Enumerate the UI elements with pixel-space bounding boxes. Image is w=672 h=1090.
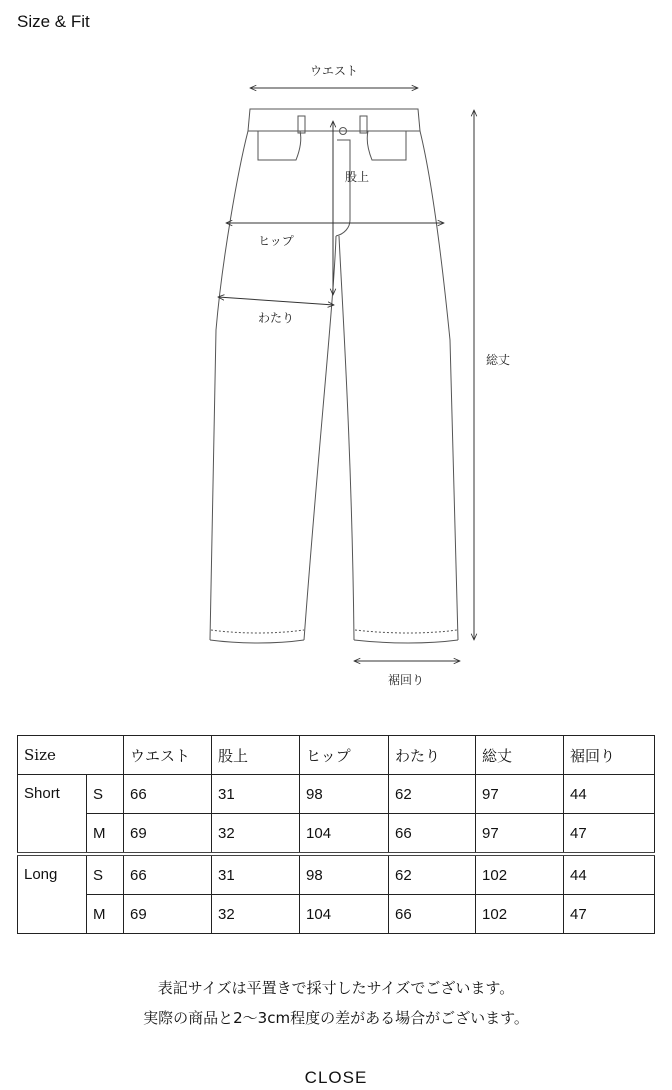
hip-cell: 104	[300, 895, 389, 934]
label-length: 総丈	[485, 353, 511, 367]
hem-cell: 47	[564, 814, 655, 855]
thigh-cell: 62	[389, 854, 476, 895]
pants-outline	[210, 109, 458, 643]
rise-cell: 32	[212, 895, 300, 934]
waist-cell: 69	[124, 895, 212, 934]
waist-cell: 69	[124, 814, 212, 855]
waist-cell: 66	[124, 854, 212, 895]
header-rise: 股上	[212, 736, 300, 775]
length-cell: 102	[476, 895, 564, 934]
header-length: 総丈	[476, 736, 564, 775]
table-header-row	[18, 736, 655, 775]
note-line-2: 実際の商品と2〜3cm程度の差がある場合がございます。	[143, 1009, 529, 1027]
waist-cell: 66	[124, 775, 212, 814]
hem-cell: 47	[564, 895, 655, 934]
rise-cell: 32	[212, 814, 300, 855]
hip-cell: 98	[300, 854, 389, 895]
page-title: Size & Fit	[17, 12, 90, 31]
group-long	[18, 854, 655, 934]
thigh-cell: 66	[389, 814, 476, 855]
thigh-cell: 62	[389, 775, 476, 814]
measurement-notes	[0, 973, 672, 1033]
table-row	[18, 775, 655, 814]
rise-cell: 31	[212, 854, 300, 895]
note-line-1: 表記サイズは平置きで採寸したサイズでございます。	[157, 979, 515, 997]
close-button[interactable]: CLOSE	[286, 1066, 386, 1090]
size-table	[17, 735, 655, 934]
hip-cell: 104	[300, 814, 389, 855]
header-size: Size	[18, 736, 124, 775]
length-cell: 97	[476, 775, 564, 814]
header-thigh: わたり	[389, 736, 476, 775]
size-cell: S	[87, 775, 124, 814]
group-name: Short	[18, 775, 87, 855]
label-rise: 股上	[344, 170, 370, 184]
table-row	[18, 854, 655, 895]
size-cell: M	[87, 814, 124, 855]
size-cell: M	[87, 895, 124, 934]
header-hip: ヒップ	[300, 736, 389, 775]
hem-cell: 44	[564, 854, 655, 895]
length-cell: 102	[476, 854, 564, 895]
size-cell: S	[87, 854, 124, 895]
length-cell: 97	[476, 814, 564, 855]
label-thigh: わたり	[257, 311, 295, 325]
thigh-cell: 66	[389, 895, 476, 934]
header-hem: 裾回り	[564, 736, 655, 775]
label-hem: 裾回り	[387, 673, 425, 687]
label-waist: ウエスト	[309, 64, 359, 78]
rise-cell: 31	[212, 775, 300, 814]
table-row	[18, 814, 655, 855]
header-waist: ウエスト	[124, 736, 212, 775]
table-row	[18, 895, 655, 934]
hip-cell: 98	[300, 775, 389, 814]
group-short	[18, 775, 655, 855]
group-name: Long	[18, 854, 87, 934]
hem-cell: 44	[564, 775, 655, 814]
thigh-arrow	[218, 297, 334, 305]
label-hip: ヒップ	[258, 234, 294, 248]
